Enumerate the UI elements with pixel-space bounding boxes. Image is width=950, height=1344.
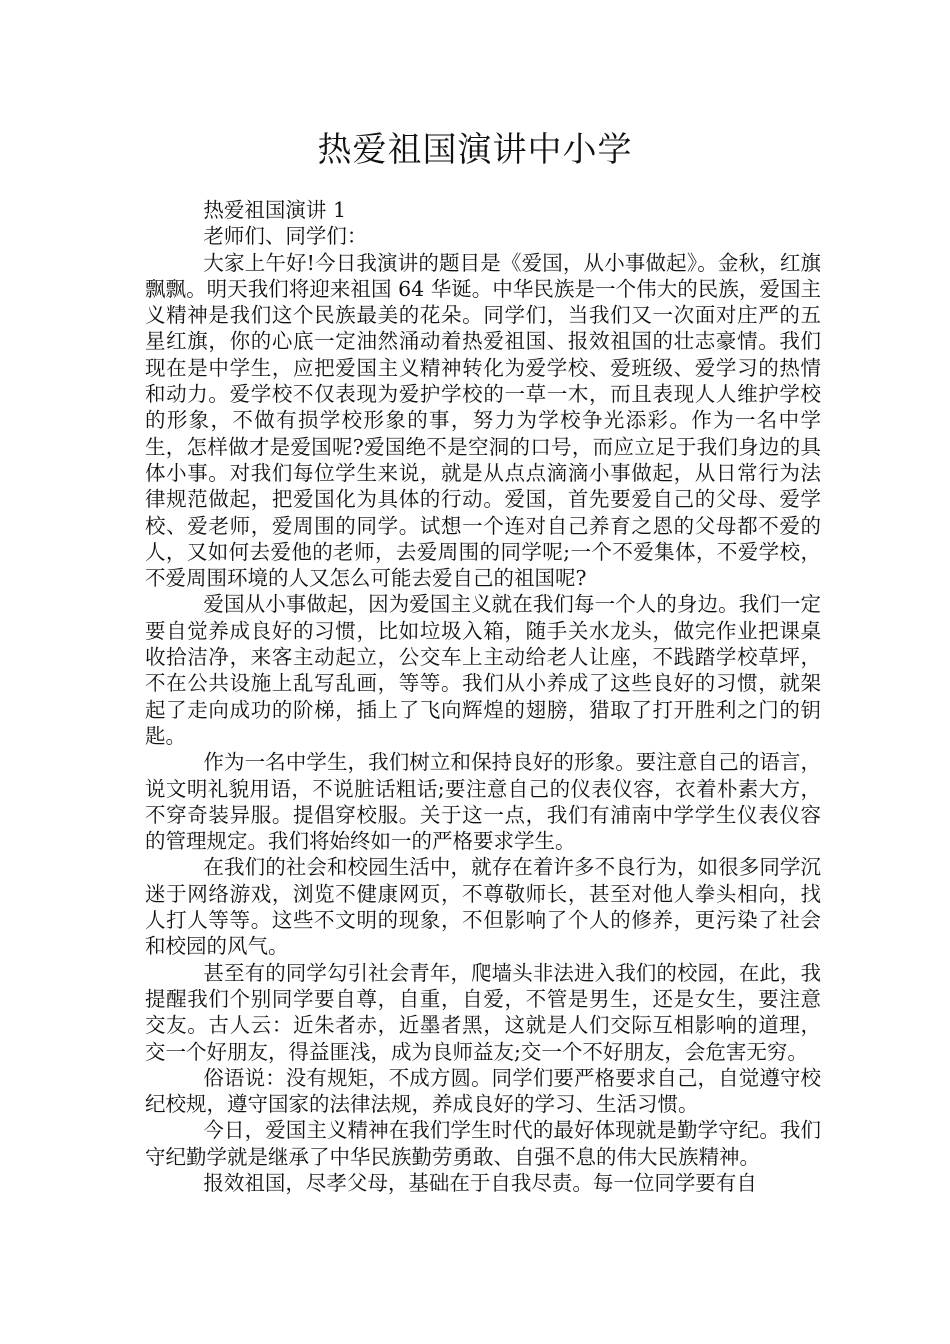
body-paragraph: 作为一名中学生，我们树立和保持良好的形象。要注意自己的语言，说文明礼貌用语，不说脏话粗话;要注意自己的仪表仪容，衣着朴素大方，不穿奇装异服。提倡穿校服。关于这一点，我们有浦南中学学生仪表仪容的管理规定。我们将始终如一的严格要求学生。 — [145, 750, 821, 854]
speech-greeting: 老师们、同学们： — [203, 224, 368, 249]
document-title: 热爱祖国演讲中小学 — [317, 130, 633, 170]
body-paragraph: 爱国从小事做起，因为爱国主义就在我们每一个人的身边。我们一定要自觉养成良好的习惯，比如垃圾入箱，随手关水龙头，做完作业把课桌收拾洁净，来客主动起立，公交车上主动给老人让座，不践踏学校草坪，不在公共设施上乱写乱画，等等。我们从小养成了这些良好的习惯，就架起了走向成功的阶梯，插上了飞向辉煌的翅膀，猎取了打开胜利之门的钥匙。 — [145, 592, 821, 748]
body-paragraph: 大家上午好!今日我演讲的题目是《爱国，从小事做起》。金秋，红旗飘飘。明天我们将迎来祖国 64 华诞。中华民族是一个伟大的民族，爱国主义精神是我们这个民族最美的花朵。同学们，当我们又一次面对庄严的五星红旗，你的心底一定油然涌动着热爱祖国、报效祖国的壮志豪情。我们现在是中学生，应把爱国主义精神转化为爱学校、爱班级、爱学习的热情和动力。爱学校不仅表现为爱护学校的一草一木，而且表现人人维护学校的形象，不做有损学校形象的事，努力为学校争光添彩。作为一名中学生，怎样做才是爱国呢?爱国绝不是空洞的口号，而应立足于我们身边的具体小事。对我们每位学生来说，就是从点点滴滴小事做起，从日常行为法律规范做起，把爱国化为具体的行动。爱国，首先要爱自己的父母、爱学校、爱老师，爱周围的同学。试想一个连对自己养育之恩的父母都不爱的人，又如何去爱他的老师，去爱周围的同学呢;一个不爱集体，不爱学校，不爱周围环境的人又怎么可能去爱自己的祖国呢? — [145, 250, 821, 591]
body-paragraph: 报效祖国，尽孝父母，基础在于自我尽责。每一位同学要有自 — [203, 1170, 757, 1195]
document-body — [145, 197, 821, 1196]
body-paragraph: 今日，爱国主义精神在我们学生时代的最好体现就是勤学守纪。我们守纪勤学就是继承了中华民族勤劳勇敢、自强不息的伟大民族精神。 — [145, 1118, 821, 1169]
body-paragraph: 俗语说：没有规矩，不成方圆。同学们要严格要求自己，自觉遵守校纪校规，遵守国家的法律法规，养成良好的学习、生活习惯。 — [145, 1065, 821, 1117]
speech-subtitle: 热爱祖国演讲 1 — [203, 198, 346, 222]
body-paragraph: 在我们的社会和校园生活中，就存在着许多不良行为，如很多同学沉迷于网络游戏，浏览不健康网页，不尊敬师长，甚至对他人拳头相向，找人打人等等。这些不文明的现象，不但影响了个人的修养，更污染了社会和校园的风气。 — [145, 855, 821, 959]
body-paragraph: 甚至有的同学勾引社会青年，爬墙头非法进入我们的校园，在此，我提醒我们个别同学要自尊，自重，自爱，不管是男生，还是女生，要注意交友。古人云：近朱者赤，近墨者黑，这就是人们交际互相影响的道理，交一个好朋友，得益匪浅，成为良师益友;交一个不好朋友，会危害无穷。 — [145, 960, 821, 1064]
